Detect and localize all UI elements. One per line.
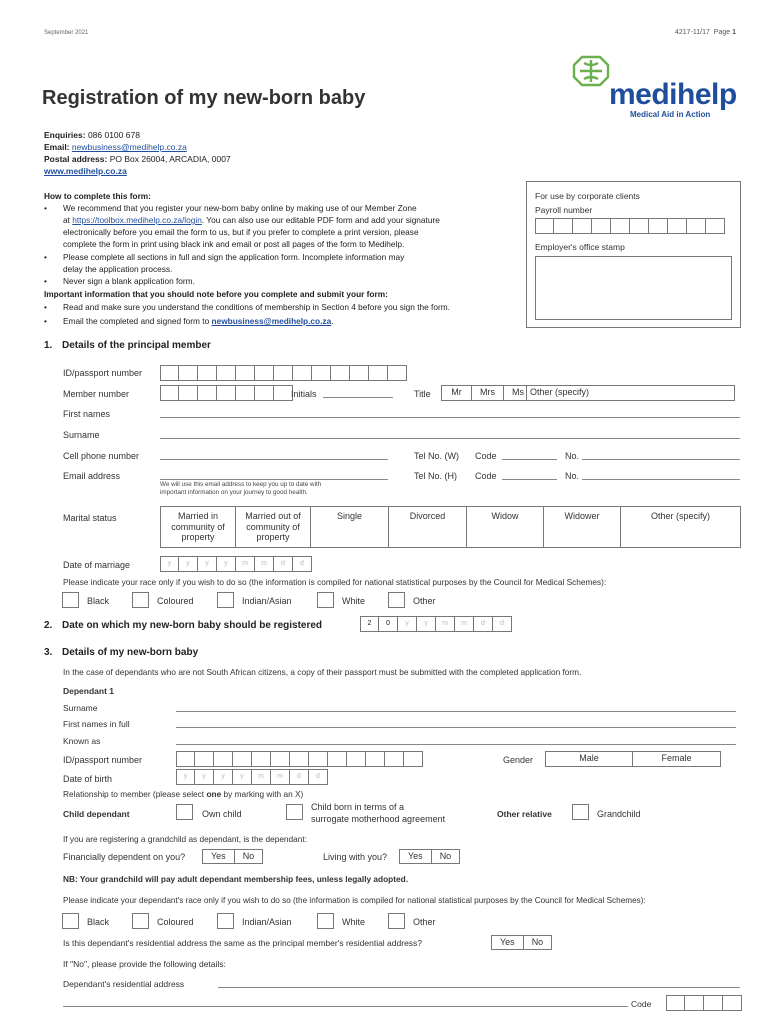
submit-email-link[interactable]: newbusiness@medihelp.co.za — [211, 316, 332, 326]
surname-field[interactable] — [160, 438, 740, 439]
instructions-heading: How to complete this form: — [44, 191, 151, 201]
initials-label: Initials — [291, 389, 317, 399]
address-same-options[interactable] — [491, 935, 552, 950]
gender-male[interactable]: Male — [545, 751, 633, 767]
dep-id-field[interactable] — [176, 751, 423, 767]
dep-known-as-label: Known as — [63, 736, 101, 746]
section1-title: Details of the principal member — [62, 340, 211, 351]
dep-id-label: ID/passport number — [63, 755, 143, 765]
title-mr[interactable]: Mr — [441, 385, 472, 401]
postal-value: PO Box 26004, ARCADIA, 0007 — [109, 154, 231, 164]
enquiries-value: 086 0100 678 — [87, 130, 140, 140]
dep-race-coloured-label: Coloured — [157, 917, 194, 927]
tel-h-no-field[interactable] — [582, 479, 740, 480]
residential-address-label: Dependant's residential address — [63, 979, 185, 989]
toolbox-link[interactable]: https://toolbox.medihelp.co.za/login — [72, 215, 202, 225]
nb-note: NB: Your grandchild will pay adult dependant membership fees, unless legally adopted. — [63, 874, 409, 884]
dep-race-indian-checkbox[interactable] — [217, 913, 234, 929]
medihelp-logo — [570, 54, 612, 90]
dependant-heading: Dependant 1 — [63, 686, 115, 696]
fin-dep-no[interactable]: No — [235, 849, 264, 864]
tel-w-label: Tel No. (W) — [414, 451, 459, 461]
corporate-title: For use by corporate clients — [535, 191, 640, 201]
dep-race-black-label: Black — [87, 917, 110, 927]
tel-h-code-label: Code — [475, 471, 497, 481]
address-code-label: Code — [631, 999, 652, 1009]
email-label: Email: — [44, 142, 70, 152]
first-names-field[interactable] — [160, 417, 740, 418]
race-black-label: Black — [87, 596, 110, 606]
email-note: We will use this email address to keep you up to date with important information on your journey to good health. — [160, 481, 322, 496]
race-indian-label: Indian/Asian — [242, 596, 292, 606]
registration-date-field[interactable]: 2 0 y y m m d d — [360, 616, 512, 632]
marital-widower[interactable]: Widower — [544, 507, 621, 548]
page-number: 1 — [732, 29, 737, 36]
section3-number: 3. — [44, 647, 53, 658]
gender-options[interactable] — [545, 751, 721, 767]
email-address-field[interactable] — [160, 479, 388, 480]
fin-dep-yes[interactable]: Yes — [202, 849, 235, 864]
marital-status-table — [160, 506, 741, 548]
stamp-label: Employer's office stamp — [535, 242, 625, 252]
tel-w-no-label: No. — [565, 451, 580, 461]
tel-w-code-field[interactable] — [502, 459, 557, 460]
race-coloured-label: Coloured — [157, 596, 194, 606]
cell-field[interactable] — [160, 459, 388, 460]
dep-race-coloured-checkbox[interactable] — [132, 913, 149, 929]
dep-race-indian-label: Indian/Asian — [242, 917, 292, 927]
dep-first-names-field[interactable] — [176, 727, 736, 728]
financially-dependent-options[interactable] — [202, 849, 263, 864]
member-number-field[interactable] — [160, 385, 293, 401]
logo-wordmark: medihelp — [609, 78, 737, 111]
race-white-checkbox[interactable] — [317, 592, 334, 608]
section1-number: 1. — [44, 340, 53, 351]
marriage-date-field[interactable]: y y y y m m d d — [160, 556, 312, 572]
marriage-date-label: Date of marriage — [63, 560, 131, 570]
grandchild-label: Grandchild — [597, 809, 641, 819]
race-white-label: White — [342, 596, 366, 606]
dob-label: Date of birth — [63, 774, 113, 784]
title-other[interactable]: Other (specify) — [527, 385, 735, 401]
title-label: Title — [414, 389, 431, 399]
id-number-field[interactable] — [160, 365, 407, 381]
marital-label: Marital status — [63, 513, 117, 523]
section2-number: 2. — [44, 620, 53, 631]
section3-title: Details of my new-born baby — [62, 647, 199, 658]
form-ref: 4217-11/17 — [675, 29, 710, 36]
tel-h-code-field[interactable] — [502, 479, 557, 480]
living-no[interactable]: No — [432, 849, 461, 864]
race-other-checkbox[interactable] — [388, 592, 405, 608]
instructions: How to complete this form: • We recommend that you register your new-born baby online by making use of our Member Zone at https://toolbox.medihelp.co.za/login. You can also use our editable PDF form and add your signature electronically before you email the form to us, but if you prefer to complete a print version, please complete the form in print using black ink and email or post all pages of the form to Medihelp. • Please complete all sections in full and sign the application form. Incomplete information may delay the application process. • Never sign a blank application form. Important information that you should note before you complete and submit your form: • Read and make sure you understand the conditions of membership in Section 4 before you sign the form. • Email the completed and signed form to newbusiness@medihelp.co.za. — [44, 191, 450, 326]
first-names-label: First names — [63, 409, 111, 419]
address-same-question: Is this dependant's residential address the same as the principal member's residential address? — [63, 938, 423, 948]
marital-divorced[interactable]: Divorced — [389, 507, 467, 548]
grandchild-question: If you are registering a grandchild as dependant, is the dependant: — [63, 834, 308, 844]
surname-label: Surname — [63, 430, 100, 440]
form-date: September 2021 — [44, 30, 89, 36]
logo-tagline: Medical Aid in Action — [630, 110, 711, 119]
title-mrs[interactable]: Mrs — [472, 385, 504, 401]
page-title: Registration of my new-born baby — [42, 87, 366, 109]
dep-race-other-label: Other — [413, 917, 436, 927]
enquiries-label: Enquiries: — [44, 130, 86, 140]
member-number-label: Member number — [63, 389, 130, 399]
contact-block — [44, 129, 231, 177]
section3-note: In the case of dependants who are not South African citizens, a copy of their passport must be submitted with the completed application form. — [63, 667, 582, 677]
dep-race-black-checkbox[interactable] — [62, 913, 79, 929]
page-label: Page — [713, 29, 731, 36]
id-label: ID/passport number — [63, 368, 143, 378]
dep-race-white-checkbox[interactable] — [317, 913, 334, 929]
grandchild-checkbox[interactable] — [572, 804, 589, 820]
page-reference — [675, 29, 736, 36]
section2-title: Date on which my new-born baby should be registered — [62, 620, 323, 631]
dep-race-white-label: White — [342, 917, 366, 927]
other-relative-label: Other relative — [497, 809, 552, 819]
surrogate-checkbox[interactable] — [286, 804, 303, 820]
gender-female[interactable]: Female — [633, 751, 721, 767]
email-link[interactable]: newbusiness@medihelp.co.za — [71, 142, 187, 152]
marital-widow[interactable]: Widow — [467, 507, 544, 548]
postal-label: Postal address: — [44, 154, 108, 164]
payroll-label: Payroll number — [535, 205, 593, 215]
residential-address-line2[interactable] — [63, 1006, 628, 1007]
email-address-label: Email address — [63, 471, 121, 481]
financially-dependent-label: Financially dependent on you? — [63, 852, 186, 862]
gender-label: Gender — [503, 755, 534, 765]
dep-known-as-field[interactable] — [176, 744, 736, 745]
title-ms[interactable]: Ms — [504, 385, 527, 401]
address-code-field[interactable] — [666, 995, 742, 1011]
relationship-note: Relationship to member (please select one by marking with an X) — [63, 789, 304, 799]
dep-first-names-label: First names in full — [63, 719, 130, 729]
cell-label: Cell phone number — [63, 451, 140, 461]
race-other-label: Other — [413, 596, 436, 606]
tel-w-code-label: Code — [475, 451, 497, 461]
living-with-options[interactable] — [399, 849, 460, 864]
residential-address-line1[interactable] — [218, 987, 740, 988]
stamp-area — [535, 256, 732, 320]
own-child-label: Own child — [202, 809, 242, 819]
payroll-number-field[interactable] — [535, 218, 725, 234]
logo-cross-icon — [570, 54, 612, 88]
race-black-checkbox[interactable] — [62, 592, 79, 608]
dep-surname-label: Surname — [63, 703, 98, 713]
address-no[interactable]: No — [524, 935, 553, 950]
address-yes[interactable]: Yes — [491, 935, 524, 950]
important-heading: Important information that you should note before you complete and submit your form: — [44, 289, 388, 299]
if-no-note: If "No", please provide the following details: — [63, 959, 226, 969]
dob-field[interactable]: y y y y m m d d — [176, 769, 328, 785]
tel-h-no-label: No. — [565, 471, 580, 481]
website-link[interactable]: www.medihelp.co.za — [44, 166, 127, 176]
living-yes[interactable]: Yes — [399, 849, 432, 864]
child-dependant-label: Child dependant — [63, 809, 130, 819]
dep-race-other-checkbox[interactable] — [388, 913, 405, 929]
marital-married-out[interactable]: Married out of community of property — [236, 507, 311, 548]
marital-married-in[interactable]: Married in community of property — [161, 507, 236, 548]
race-coloured-checkbox[interactable] — [132, 592, 149, 608]
own-child-checkbox[interactable] — [176, 804, 193, 820]
race-indian-checkbox[interactable] — [217, 592, 234, 608]
tel-h-label: Tel No. (H) — [414, 471, 458, 481]
living-with-label: Living with you? — [323, 852, 388, 862]
marital-single[interactable]: Single — [311, 507, 389, 548]
initials-field[interactable] — [323, 397, 393, 398]
surrogate-label: Child born in terms of a surrogate motherhood agreement — [311, 802, 446, 824]
tel-w-no-field[interactable] — [582, 459, 740, 460]
dep-race-note: Please indicate your dependant's race only if you wish to do so (the information is compiled for national statistical purposes by the Council for Medical Schemes): — [63, 896, 646, 905]
marital-other[interactable]: Other (specify) — [621, 507, 741, 548]
title-options[interactable] — [441, 385, 735, 401]
race-note: Please indicate your race only if you wish to do so (the information is compiled for national statistical purposes by the Council for Medical Schemes): — [63, 577, 607, 587]
dep-surname-field[interactable] — [176, 711, 736, 712]
